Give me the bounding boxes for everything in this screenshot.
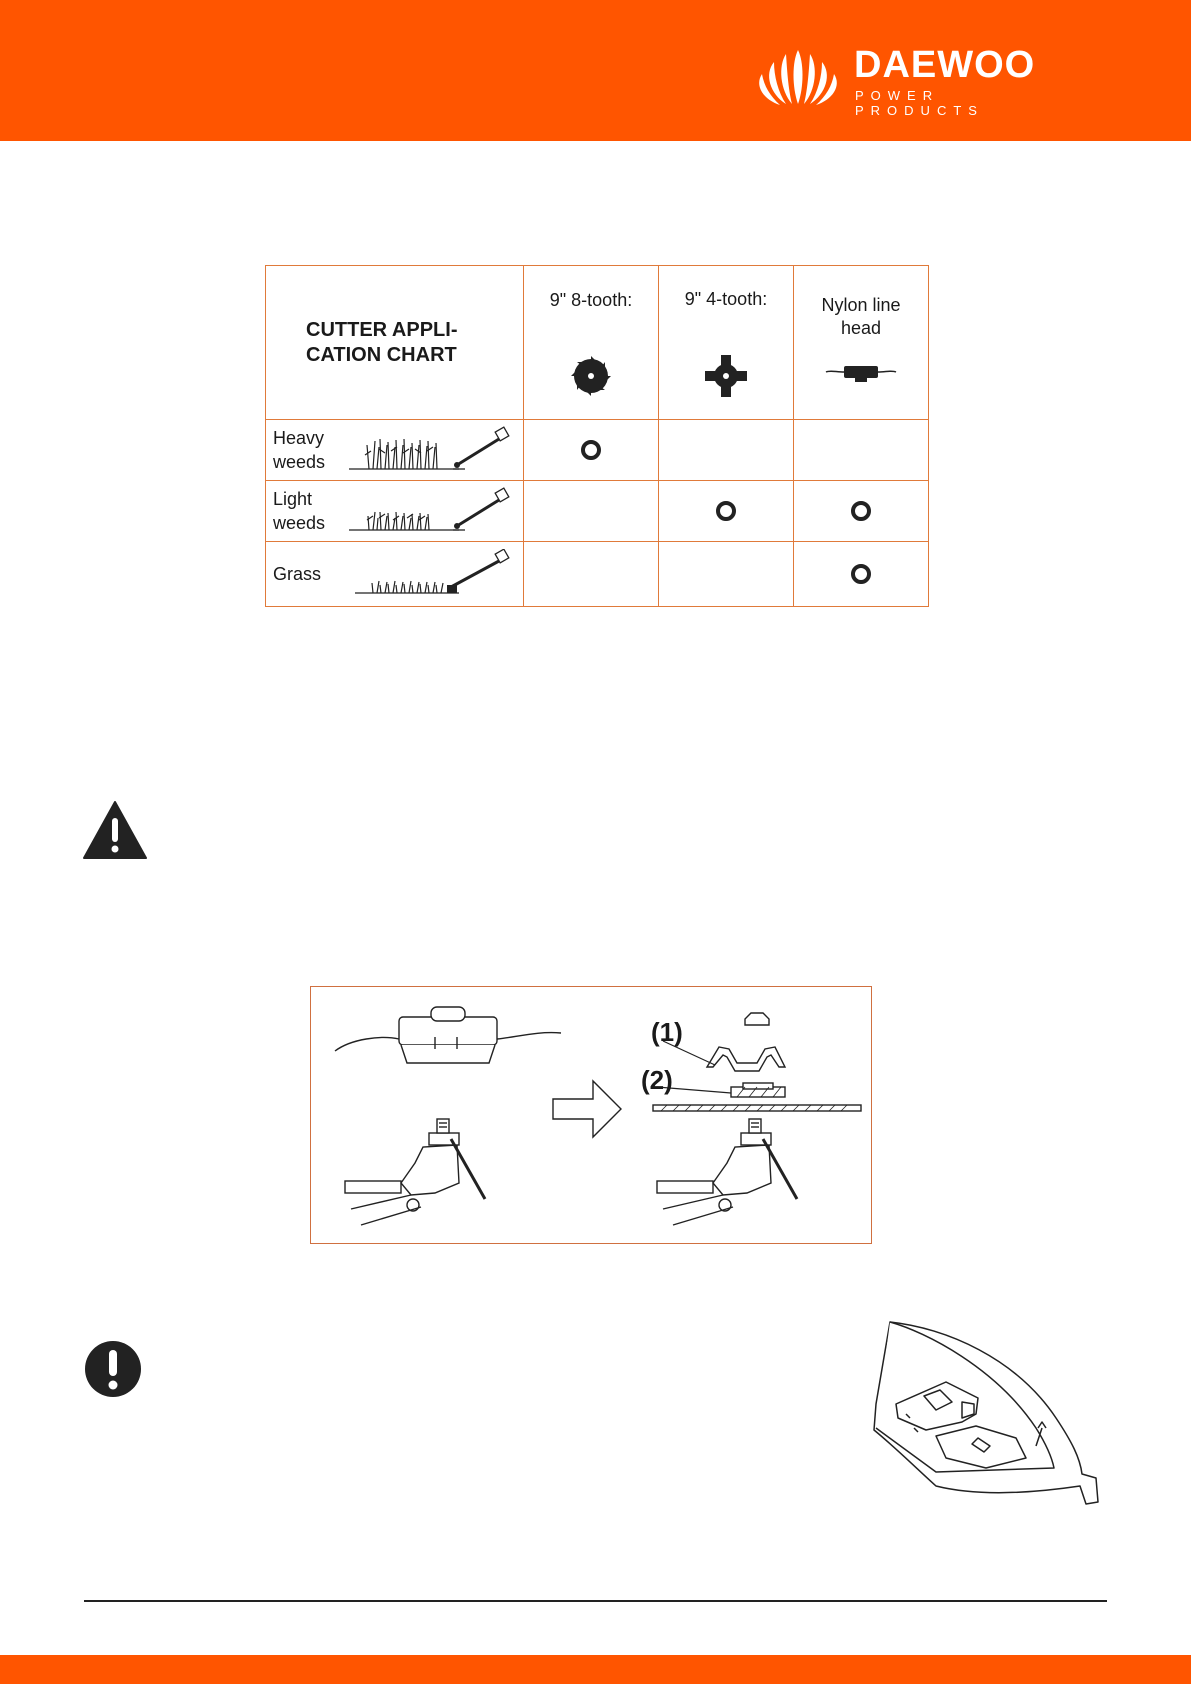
warning-triangle-icon bbox=[82, 800, 148, 860]
mark-cell-grass-nylon bbox=[794, 542, 929, 607]
mark-cell-light-8-tooth bbox=[524, 481, 659, 542]
applicable-mark-icon bbox=[851, 501, 871, 521]
header-band bbox=[0, 0, 1191, 141]
exclamation-circle-icon bbox=[84, 1340, 142, 1398]
row-label-grass-line1: Grass bbox=[273, 564, 322, 584]
installation-diagram bbox=[311, 987, 871, 1243]
nylon-line-head-icon bbox=[824, 358, 898, 388]
column-label-nylon-line1: Nylon line bbox=[821, 295, 901, 315]
mark-cell-light-4-tooth bbox=[659, 481, 794, 542]
footer-band bbox=[0, 1655, 1191, 1684]
row-label-light-weeds bbox=[266, 481, 524, 542]
chart-title-line1: CUTTER APPLI- bbox=[306, 318, 458, 341]
cutter-application-chart bbox=[265, 265, 929, 607]
chart-row-heavy-weeds bbox=[266, 420, 929, 481]
grass-illustration-icon bbox=[349, 549, 519, 599]
daewoo-flame-logo-icon bbox=[752, 42, 844, 108]
row-label-heavy-line2: weeds bbox=[273, 452, 326, 472]
chart-title-line2: CATION CHART bbox=[306, 343, 457, 366]
mark-cell-heavy-8-tooth bbox=[524, 420, 659, 481]
light-weeds-illustration-icon bbox=[349, 486, 519, 536]
mark-cell-heavy-4-tooth bbox=[659, 420, 794, 481]
blade-guard-illustration-icon bbox=[866, 1318, 1102, 1508]
row-label-heavy-line1: Heavy bbox=[273, 428, 325, 448]
column-header-nylon-line-head bbox=[794, 266, 929, 420]
applicable-mark-icon bbox=[851, 564, 871, 584]
row-label-light-line1: Light bbox=[273, 489, 313, 509]
blade-installation-figure bbox=[310, 986, 872, 1244]
column-label-nylon-line2: head bbox=[840, 318, 882, 338]
mark-cell-grass-4-tooth bbox=[659, 542, 794, 607]
brand-tagline: POWER PRODUCTS bbox=[855, 88, 984, 118]
brand-name: DAEWOO bbox=[854, 44, 1036, 86]
callout-2: (2) bbox=[641, 1065, 673, 1095]
column-label-8-tooth: 9" 8-tooth: bbox=[549, 290, 633, 310]
column-header-4-tooth bbox=[659, 266, 794, 420]
daewoo-logo bbox=[752, 42, 1072, 118]
column-label-4-tooth: 9" 4-tooth: bbox=[684, 289, 768, 309]
mark-cell-heavy-nylon bbox=[794, 420, 929, 481]
column-header-8-tooth bbox=[524, 266, 659, 420]
heavy-weeds-illustration-icon bbox=[349, 425, 519, 475]
chart-row-grass bbox=[266, 542, 929, 607]
row-label-grass bbox=[266, 542, 524, 607]
footer-divider bbox=[84, 1600, 1107, 1602]
applicable-mark-icon bbox=[716, 501, 736, 521]
row-label-heavy-weeds bbox=[266, 420, 524, 481]
row-label-light-line2: weeds bbox=[273, 513, 326, 533]
mark-cell-light-nylon bbox=[794, 481, 929, 542]
chart-title-cell bbox=[266, 266, 524, 420]
8-tooth-blade-icon bbox=[569, 354, 613, 398]
4-tooth-blade-icon bbox=[703, 353, 749, 399]
mark-cell-grass-8-tooth bbox=[524, 542, 659, 607]
chart-row-light-weeds bbox=[266, 481, 929, 542]
callout-1: (1) bbox=[651, 1017, 683, 1047]
applicable-mark-icon bbox=[581, 440, 601, 460]
